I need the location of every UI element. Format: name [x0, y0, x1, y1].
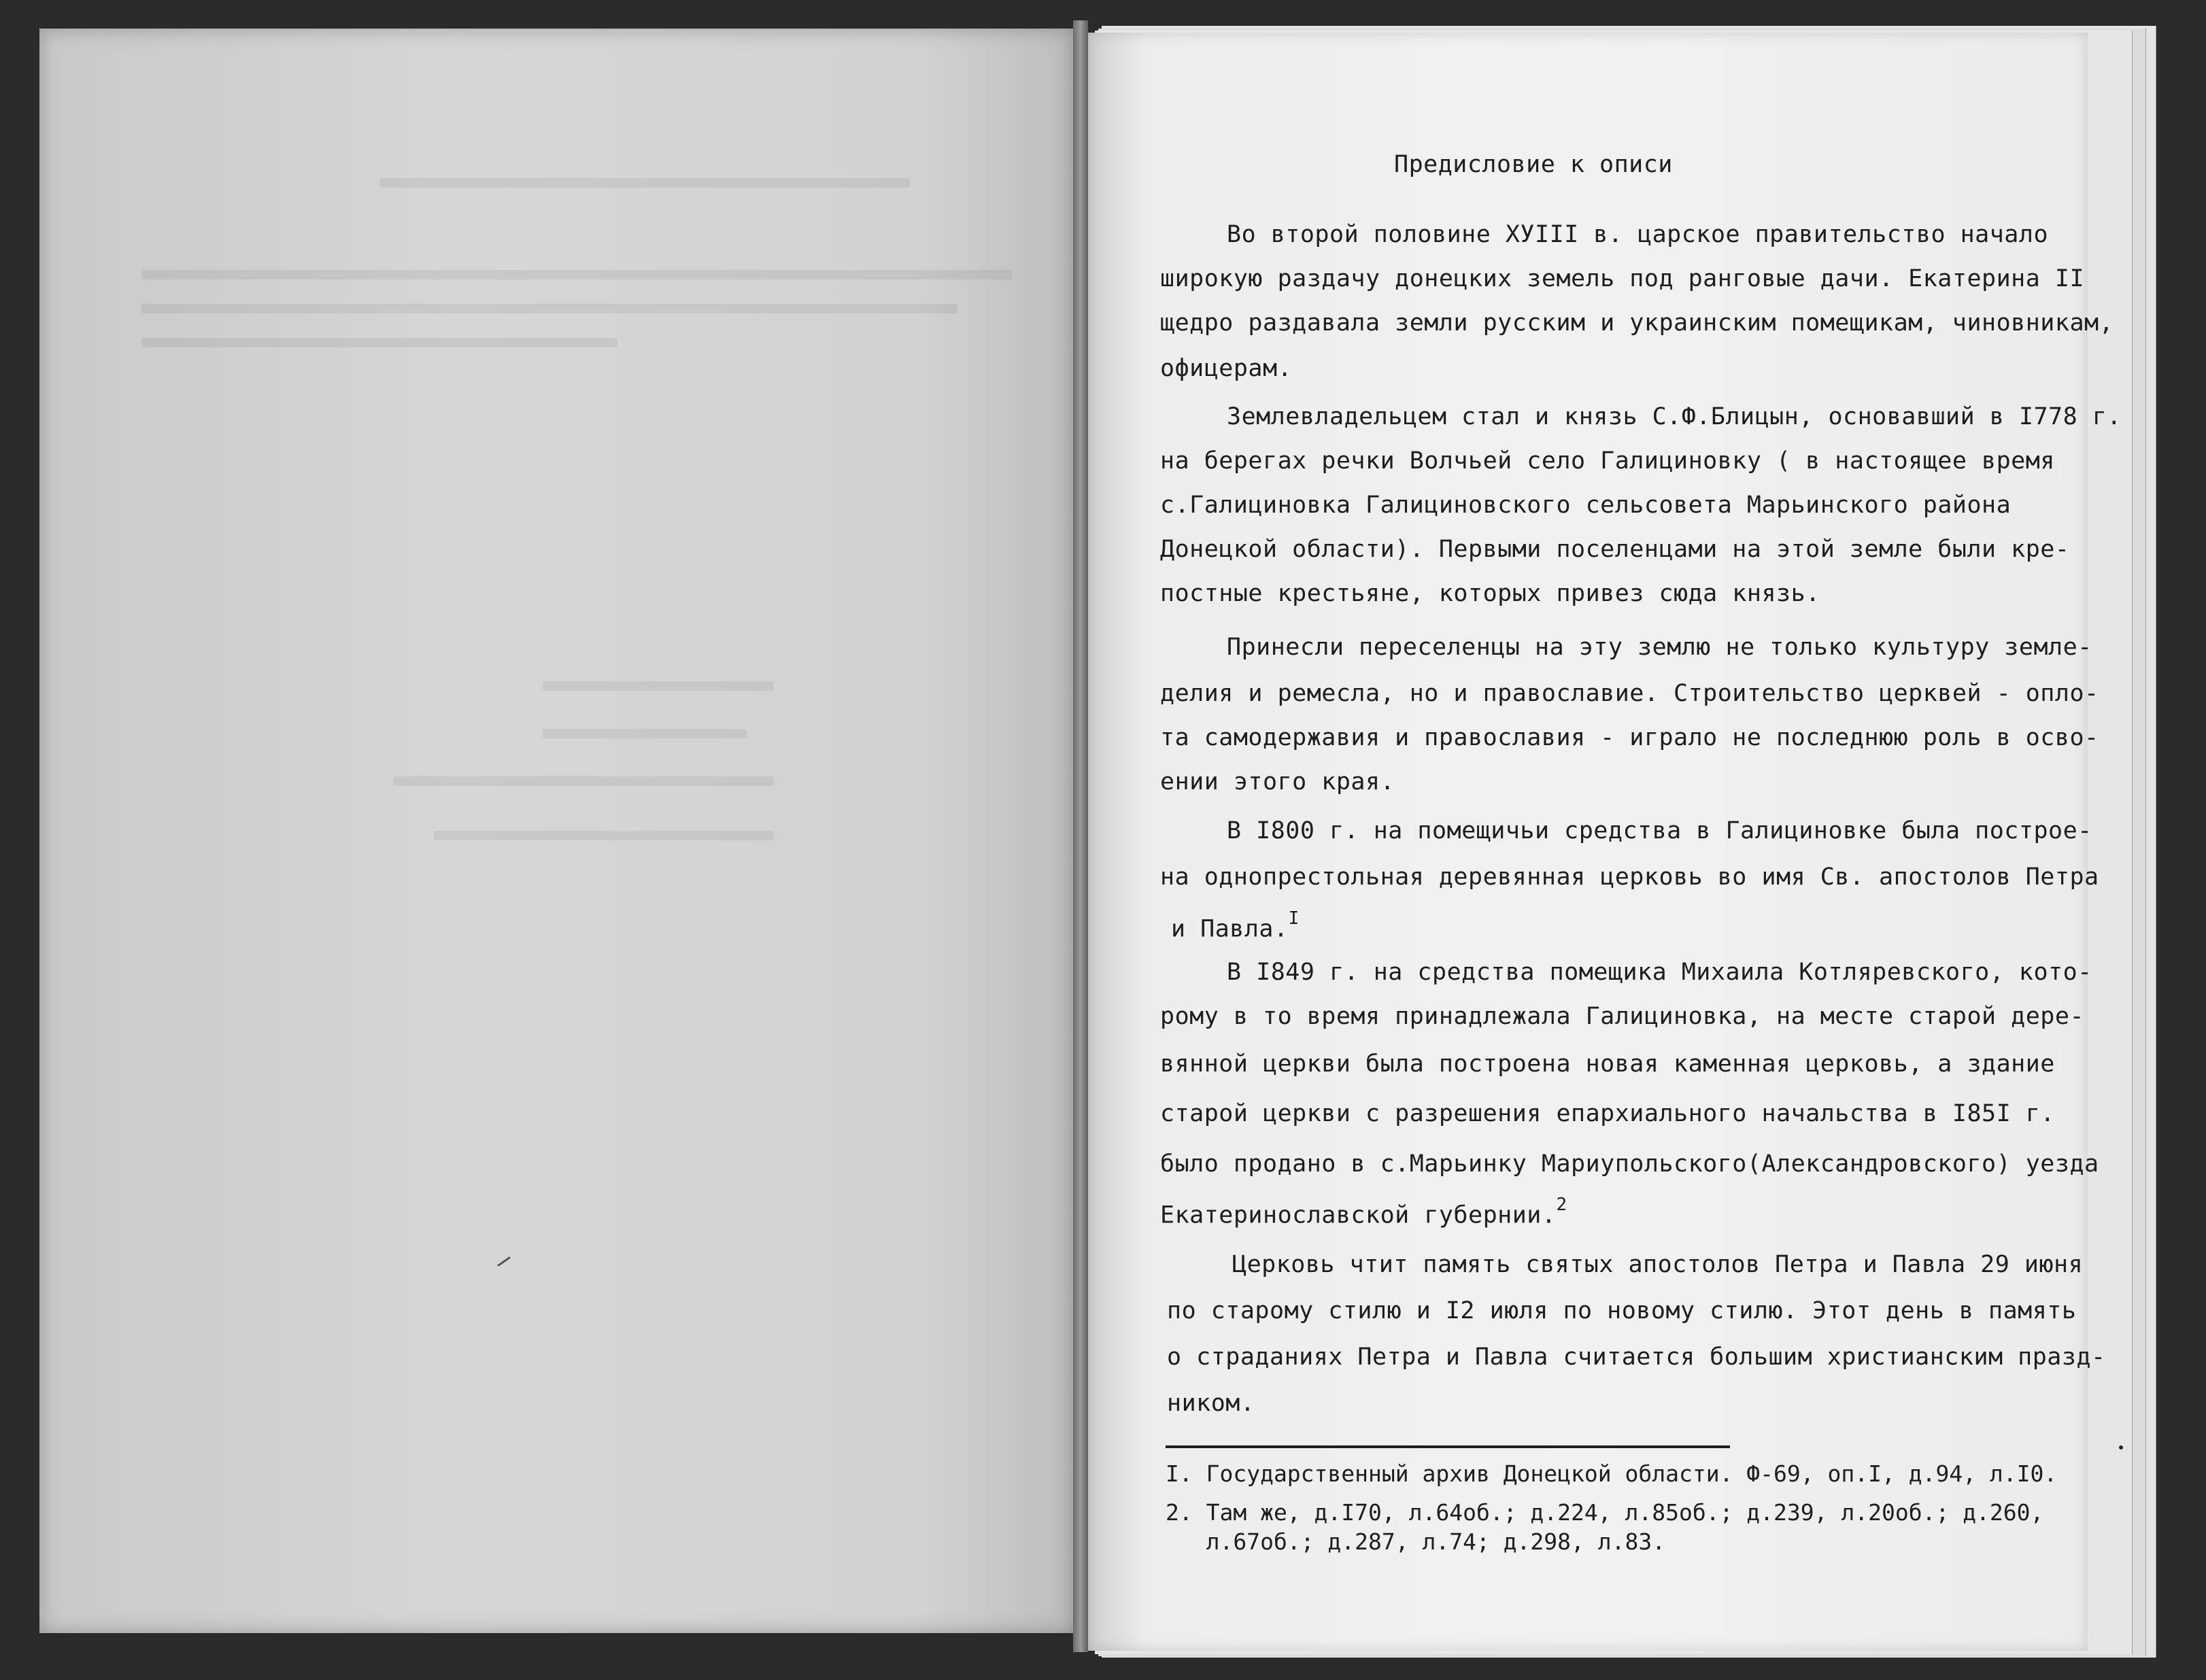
text-line: с.Галициновка Галициновского сельсовета Марьинского района — [1160, 492, 2012, 519]
book-gutter — [1073, 20, 1088, 1652]
text-fragment: Екатеринославской губернии. — [1160, 1201, 1557, 1229]
text-line: В I800 г. на помещичьи средства в Галициновке была построе- — [1227, 817, 2092, 844]
text-line: В I849 г. на средства помещика Михаила Котляревского, кото- — [1227, 959, 2092, 986]
bleed-through-line — [379, 178, 910, 188]
text-line: Во второй половине ХУIII в. царское правительство начало — [1227, 221, 2049, 248]
text-line: по старому стилю и I2 июля по новому стилю. Этот день в память — [1167, 1297, 2077, 1324]
footnote-2: 2. Там же, д.I70, л.64об.; д.224, л.85об.; д.239, л.20об.; д.260, — [1166, 1499, 2044, 1526]
text-line: Землевладельцем стал и князь С.Ф.Блицын, основавший в I778 г. — [1227, 403, 2122, 430]
text-line: Принесли переселенцы на эту землю не только культуру земле- — [1227, 634, 2092, 661]
left-blank-page — [39, 29, 1073, 1633]
text-line: Церковь чтит память святых апостолов Петра и Павла 29 июня — [1232, 1251, 2084, 1278]
text-line: было продано в с.Марьинку Мариупольского(Александровского) уезда — [1160, 1150, 2099, 1178]
text-line: рому в то время принадлежала Галициновка, на месте старой дере- — [1160, 1003, 2085, 1030]
pencil-mark — [497, 1256, 511, 1267]
bleed-through-line — [393, 776, 774, 786]
text-line: офицерам. — [1160, 355, 1293, 382]
footnote-ref-2: 2 — [1556, 1195, 1567, 1215]
bleed-through-line — [141, 270, 1012, 279]
text-line: ником. — [1167, 1390, 1255, 1417]
bleed-through-line — [543, 681, 774, 691]
footnote-2-continued: л.67об.; д.287, л.74; д.298, л.83. — [1166, 1528, 1666, 1555]
text-line: старой церкви с разрешения епархиального начальства в I85I г. — [1160, 1100, 2055, 1127]
text-line: щедро раздавала земли русским и украинским помещикам, чиновникам, — [1160, 309, 2114, 337]
bleed-through-line — [141, 338, 617, 347]
footnote-1: I. Государственный архив Донецкой области. Ф-69, оп.I, д.94, л.I0. — [1166, 1460, 2058, 1487]
text-line-with-footnote — [1171, 908, 1300, 943]
text-line: на берегах речки Волчьей село Галициновку ( в настоящее время — [1160, 447, 2055, 475]
text-line: вянной церкви была построена новая каменная церковь, а здание — [1160, 1050, 2055, 1078]
text-line-with-footnote — [1160, 1195, 1567, 1229]
bleed-through-line — [434, 831, 774, 840]
ink-dot — [2119, 1445, 2123, 1450]
text-line: широкую раздачу донецких земель под ранговые дачи. Екатерина II — [1160, 265, 2085, 292]
bleed-through-line — [543, 729, 747, 738]
text-line: постные крестьяне, которых привез сюда князь. — [1160, 580, 1820, 607]
text-line: о страданиях Петра и Павла считается большим христианским празд- — [1167, 1343, 2106, 1371]
text-line: та самодержавия и православия - играло не последнюю роль в осво- — [1160, 724, 2099, 751]
text-line: делия и ремесла, но и православие. Строительство церквей - опло- — [1160, 680, 2099, 707]
footnote-divider — [1166, 1445, 1730, 1448]
text-line: ении этого края. — [1160, 768, 1395, 795]
text-line: Донецкой области). Первыми поселенцами на этой земле были кре- — [1160, 536, 2070, 563]
page-title: Предисловие к описи — [1394, 151, 1673, 178]
bleed-through-line — [141, 304, 957, 313]
text-line: на однопрестольная деревянная церковь во имя Св. апостолов Петра — [1160, 863, 2099, 891]
text-fragment: и Павла. — [1171, 915, 1289, 943]
footnote-ref-1: I — [1288, 908, 1300, 929]
